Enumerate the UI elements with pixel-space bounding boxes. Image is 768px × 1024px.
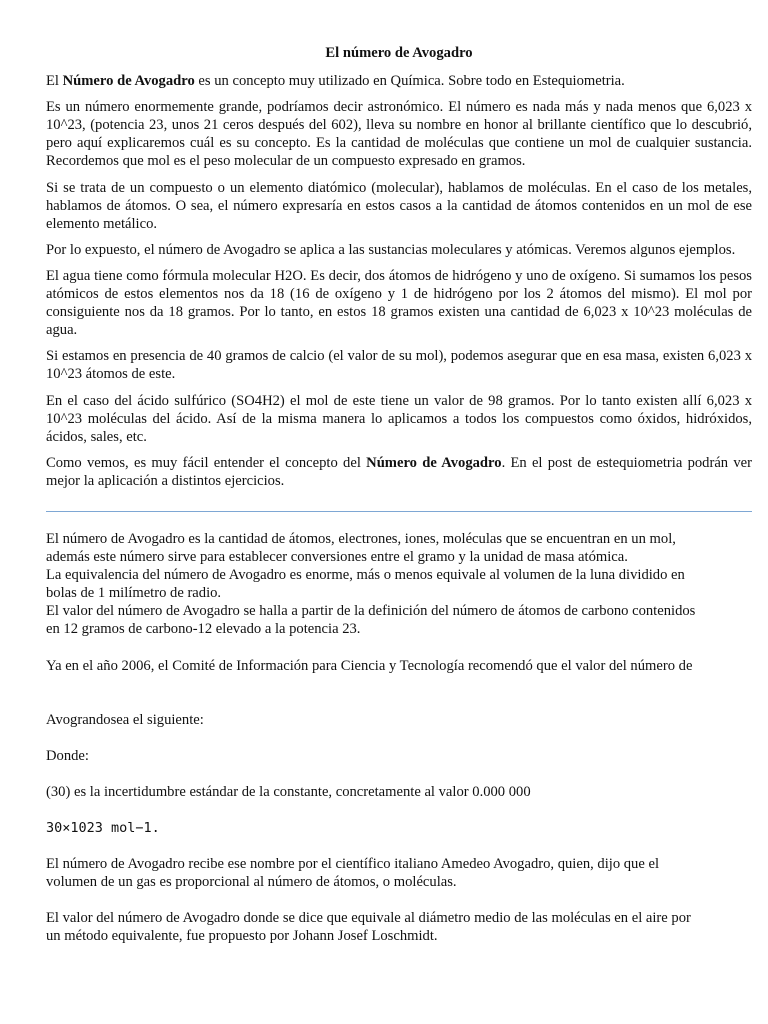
paragraph-intro bbox=[46, 72, 752, 90]
spacer bbox=[46, 639, 752, 657]
text-line: volumen de un gas es proporcional al número de átomos, o moléculas. bbox=[46, 874, 457, 891]
text-line: Ya en el año 2006, el Comité de Información para Ciencia y Tecnología recomendó que el valor del número de bbox=[46, 657, 693, 674]
paragraph-conclusion bbox=[46, 454, 752, 490]
text-line: un método equivalente, fue propuesto por Johann Josef Loschmidt. bbox=[46, 928, 438, 945]
spacer bbox=[46, 837, 752, 855]
text-line: La equivalencia del número de Avogadro es enorme, más o menos equivale al volumen de la luna dividido en bbox=[46, 567, 685, 584]
constant-value: 30×1023 mol−1. bbox=[46, 819, 160, 836]
bold-term: Número de Avogadro bbox=[62, 73, 195, 90]
text-line: en 12 gramos de carbono-12 elevado a la potencia 23. bbox=[46, 621, 361, 638]
document-page bbox=[46, 44, 752, 945]
spacer bbox=[46, 801, 752, 819]
text-line: Avograndosea el siguiente: bbox=[46, 711, 204, 728]
text-run: Como vemos, es muy fácil entender el concepto del bbox=[46, 454, 367, 471]
text-line: El número de Avogadro recibe ese nombre por el científico italiano Amedeo Avogadro, quien, dijo que el bbox=[46, 856, 660, 872]
section-divider bbox=[46, 511, 752, 512]
spacer bbox=[46, 765, 752, 783]
text-line: El valor del número de Avogadro donde se dice que equivale al diámetro medio de las moléculas en el aire por bbox=[46, 910, 691, 927]
paragraph: Si estamos en presencia de 40 gramos de calcio (el valor de su mol), podemos asegurar que en esa masa, existen 6,023 x 10^23 átomos de este. bbox=[46, 348, 752, 383]
text-line: El número de Avogadro es la cantidad de átomos, electrones, iones, moléculas que se encuentran en un mol, bbox=[46, 530, 676, 547]
text-line: Donde: bbox=[46, 747, 89, 764]
paragraph: Es un número enormemente grande, podríamos decir astronómico. El número es nada más y nada menos que 6,023 x 10^23, (potencia 23, unos 21 ceros después del 602), lleva su nombre en honor al brillante científico que lo descubrió, pero aquí explicaremos cuál es su concepto. Es la cantidad de moléculas que contiene un mol de cualquier sustancia. Recordemos que mol es el peso molecular de un compuesto expresado en gramos. bbox=[46, 99, 752, 170]
paragraph: Por lo expuesto, el número de Avogadro se aplica a las sustancias moleculares y atómicas. Veremos algunos ejemplos. bbox=[46, 241, 736, 258]
text-line: además este número sirve para establecer conversiones entre el gramo y la unidad de masa atómica. bbox=[46, 549, 628, 566]
paragraph: El agua tiene como fórmula molecular H2O. Es decir, dos átomos de hidrógeno y uno de oxígeno. Si sumamos los pesos atómicos de estos elementos nos da 18 (16 de oxígeno y 1 de hidrógeno por los 2 átomos del mismo). El mol por consiguiente nos da 18 gramos. Por lo tanto, en estos 18 gramos existen una cantidad de 6,023 x 10^23 moléculas de agua. bbox=[46, 267, 752, 339]
spacer bbox=[46, 891, 752, 909]
spacer bbox=[46, 729, 752, 747]
spacer bbox=[46, 675, 752, 711]
paragraph: En el caso del ácido sulfúrico (SO4H2) el mol de este tiene un valor de 98 gramos. Por lo tanto existen allí 6,023 x 10^23 moléculas del ácido. Así de la misma manera lo aplicamos a todos los compuestos como óxidos, hidróxidos, ácidos, sales, etc. bbox=[46, 392, 752, 445]
text-line: El valor del número de Avogadro se halla a partir de la definición del número de átomos de carbono contenidos bbox=[46, 603, 696, 620]
bold-term: Número de Avogadro bbox=[366, 454, 502, 471]
text-run: es un concepto muy utilizado en Química. Sobre todo en Estequiometria. bbox=[194, 73, 625, 90]
document-title: El número de Avogadro bbox=[325, 45, 473, 61]
paragraph: Si se trata de un compuesto o un elemento diatómico (molecular), hablamos de moléculas. En el caso de los metales, hablamos de átomos. O sea, el número expresaría en estos casos a la cantidad de átomos contenidos en un mol de ese elemento metálico. bbox=[46, 179, 752, 232]
text-line: bolas de 1 milímetro de radio. bbox=[46, 585, 222, 602]
text-run: . En el post de estequiometria podrán ver mejor la aplicación a distintos ejercicios. bbox=[46, 454, 753, 489]
text-run: El bbox=[46, 73, 63, 90]
text-line: (30) es la incertidumbre estándar de la constante, concretamente al valor 0.000 000 bbox=[46, 783, 531, 800]
